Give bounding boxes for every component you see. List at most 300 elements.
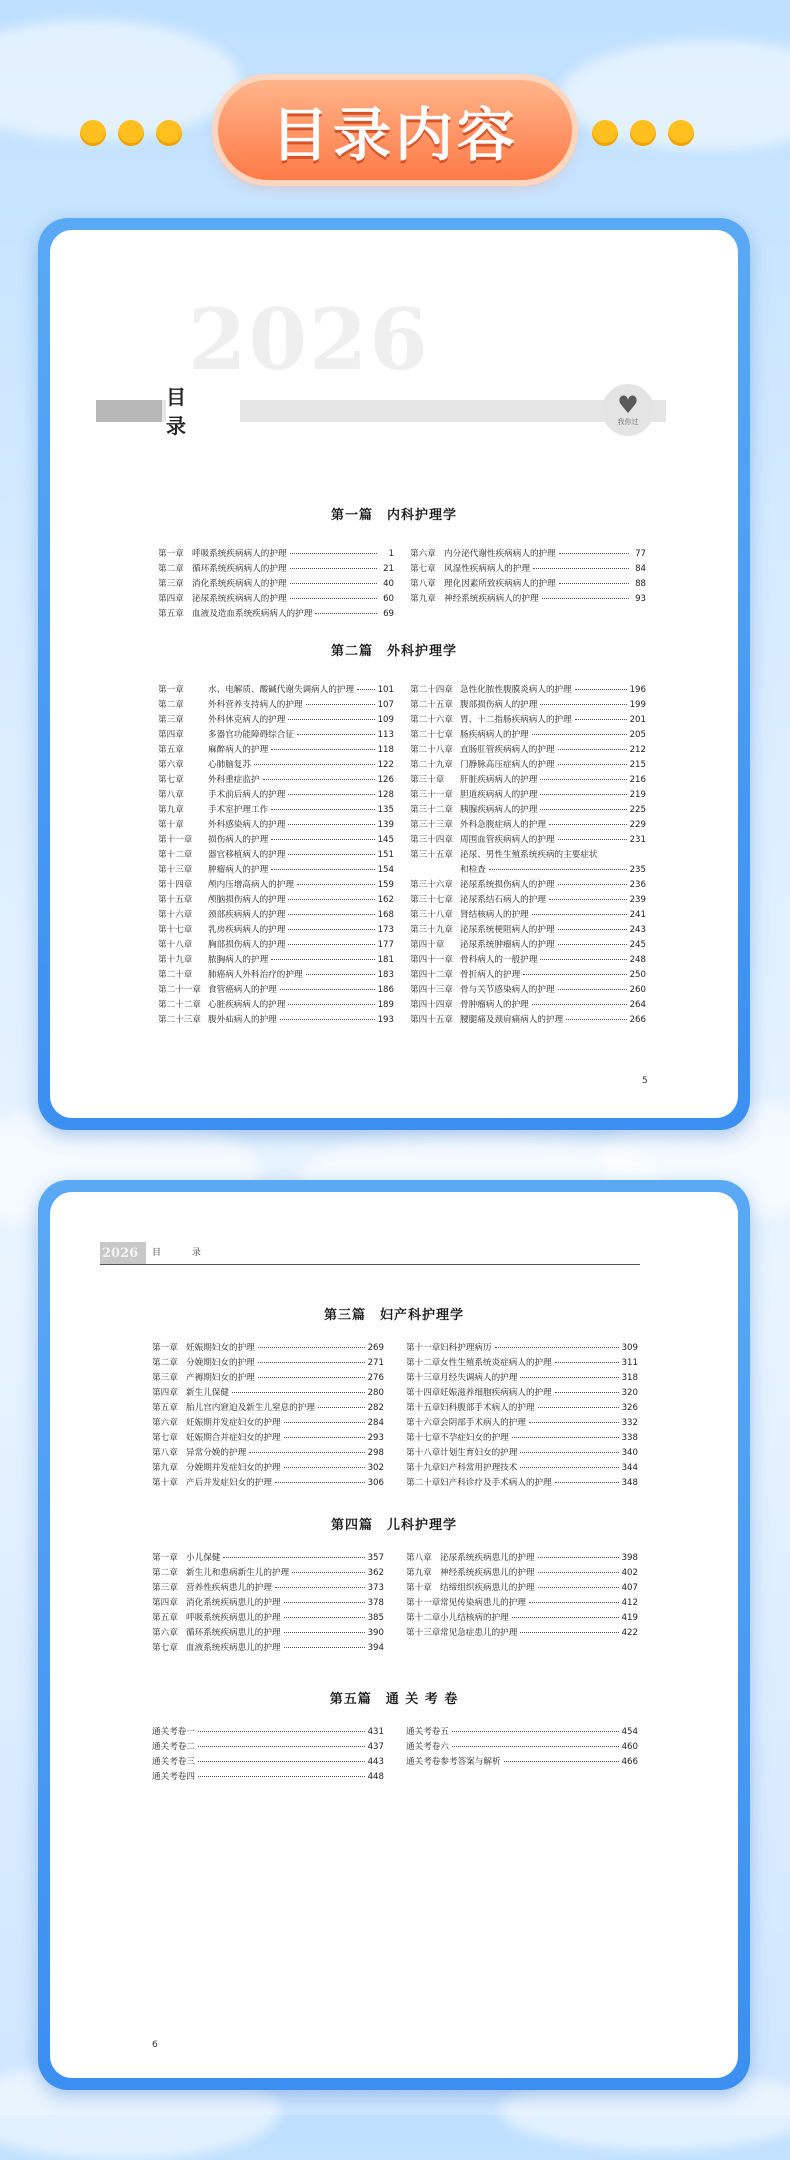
chapter-number: 第十二章 — [158, 850, 193, 860]
year-watermark: 2026 — [188, 290, 430, 389]
toc-entry[interactable] — [158, 803, 394, 818]
page-frame-1 — [38, 218, 750, 1130]
toc-entry[interactable] — [158, 788, 394, 803]
chapter-title: 小儿结核病的护理 — [440, 1613, 509, 1623]
toc-entry[interactable] — [410, 863, 646, 878]
part-section — [50, 504, 738, 619]
chapter-number: 第二十一章 — [158, 985, 201, 995]
dot-leader — [306, 974, 375, 975]
chapter-title: 肿瘤病人的护理 — [208, 865, 269, 875]
page-ref: 402 — [621, 1568, 638, 1578]
toc-entry[interactable] — [158, 562, 394, 577]
dot-leader — [258, 1362, 365, 1363]
dot-leader — [538, 1407, 619, 1408]
page-ref: 385 — [367, 1613, 384, 1623]
toc-entry[interactable] — [158, 938, 394, 953]
dot-leader — [495, 1347, 619, 1348]
chapter-number: 第十九章 — [158, 955, 193, 965]
chapter-title: 胰腺疾病病人的护理 — [460, 805, 538, 815]
chapter-number: 第三十五章 — [410, 850, 453, 860]
toc-entry[interactable] — [158, 983, 394, 998]
chapter-title: 泌尿系统疾病病人的护理 — [192, 594, 287, 604]
toc-entry[interactable] — [158, 592, 394, 607]
chapter-title: 骨折病人的护理 — [460, 970, 521, 980]
chapter-number: 第七章 — [152, 1433, 178, 1443]
page-ref: 113 — [377, 730, 394, 740]
dot-leader — [529, 1422, 619, 1423]
chapter-number: 第二十章 — [158, 970, 193, 980]
toc-entry[interactable] — [158, 683, 394, 698]
chapter-number: 第三章 — [152, 1583, 178, 1593]
toc-entry[interactable] — [152, 1725, 384, 1740]
dot-leader — [271, 809, 374, 810]
chapter-number: 第三十九章 — [410, 925, 453, 935]
dot-leader — [558, 884, 627, 885]
chapter-title: 器官移植病人的护理 — [208, 850, 286, 860]
chapter-title: 外科重症监护 — [208, 775, 260, 785]
toc-entry[interactable] — [410, 683, 646, 698]
toc-entry[interactable] — [410, 893, 646, 908]
dot-leader — [297, 884, 375, 885]
chapter-title: 泌尿系结石病人的护理 — [460, 895, 546, 905]
chapter-title: 通关考卷五 — [406, 1727, 449, 1737]
toc-entry[interactable] — [152, 1641, 384, 1656]
toc-entry[interactable] — [158, 773, 394, 788]
chapter-number: 第十章 — [152, 1478, 178, 1488]
page-ref: 448 — [367, 1772, 384, 1782]
dot-leader — [198, 1746, 365, 1747]
dot-leader — [275, 1482, 365, 1483]
chapter-number: 第九章 — [406, 1568, 432, 1578]
toc-column-left — [158, 547, 394, 622]
chapter-number: 第十二章 — [406, 1613, 441, 1623]
dot-leader — [558, 929, 627, 930]
toc-entry[interactable] — [152, 1581, 384, 1596]
toc-entry[interactable] — [158, 893, 394, 908]
page-ref: 344 — [621, 1463, 638, 1473]
toc-entry[interactable] — [410, 833, 646, 848]
page-ref: 306 — [367, 1478, 384, 1488]
chapter-number: 第二章 — [152, 1568, 178, 1578]
toc-entry[interactable] — [158, 818, 394, 833]
dot-leader — [575, 719, 627, 720]
toc-entry[interactable] — [152, 1740, 384, 1755]
dot-leader — [271, 839, 374, 840]
chapter-title: 神经系统疾病病人的护理 — [444, 594, 539, 604]
dot-leader — [540, 794, 626, 795]
toc-entry[interactable] — [406, 1626, 638, 1641]
dot-leader — [292, 1572, 364, 1573]
chapter-title: 新生儿保健 — [186, 1388, 229, 1398]
toc-entry[interactable] — [406, 1566, 638, 1581]
toc-entry[interactable] — [410, 938, 646, 953]
page-number: 5 — [642, 1076, 648, 1086]
page-ref: 454 — [621, 1727, 638, 1737]
toc-entry[interactable] — [406, 1431, 638, 1446]
page-ref: 139 — [377, 820, 394, 830]
chapter-number: 第二十章 — [406, 1478, 441, 1488]
page-ref: 298 — [367, 1448, 384, 1458]
toc-entry[interactable] — [410, 848, 646, 863]
chapter-title: 颅脑损伤病人的护理 — [208, 895, 286, 905]
chapter-title: 产后并发症妇女的护理 — [186, 1478, 272, 1488]
dot-leader — [297, 734, 375, 735]
toc-entry[interactable] — [406, 1551, 638, 1566]
dot-leader — [520, 1452, 618, 1453]
dot-leader — [288, 824, 374, 825]
page-ref: 21 — [383, 564, 394, 574]
toc-entry[interactable] — [152, 1386, 384, 1401]
dot-leader — [558, 764, 627, 765]
page-ref: 243 — [629, 925, 646, 935]
chapter-title: 手术前后病人的护理 — [208, 790, 286, 800]
page-ref: 173 — [377, 925, 394, 935]
chapter-title: 脓胸病人的护理 — [208, 955, 269, 965]
decor-dot — [630, 120, 656, 146]
page-ref: 338 — [621, 1433, 638, 1443]
toc-entry[interactable] — [410, 773, 646, 788]
toc-entry[interactable] — [410, 713, 646, 728]
page-ref: 229 — [629, 820, 646, 830]
chapter-number: 第二十二章 — [158, 1000, 201, 1010]
chapter-number: 第二章 — [152, 1358, 178, 1368]
toc-entry[interactable] — [158, 577, 394, 592]
chapter-title: 会阴部手术病人的护理 — [440, 1418, 526, 1428]
toc-entry[interactable] — [406, 1461, 638, 1476]
dot-leader — [452, 1731, 619, 1732]
chapter-title: 循环系统疾病病人的护理 — [192, 564, 287, 574]
toc-entry[interactable] — [406, 1401, 638, 1416]
chapter-number: 第三十一章 — [410, 790, 453, 800]
toc-entry[interactable] — [158, 728, 394, 743]
page-ref: 236 — [629, 880, 646, 890]
toc-column-right — [406, 1551, 638, 1641]
toc-entry[interactable] — [158, 1013, 394, 1028]
chapter-title: 消化系统疾病病人的护理 — [192, 579, 287, 589]
page-ref: 189 — [377, 1000, 394, 1010]
part-title: 第四篇 儿科护理学 — [330, 1518, 457, 1533]
toc-entry[interactable] — [406, 1356, 638, 1371]
toc-entry[interactable] — [152, 1755, 384, 1770]
toc-column-right — [410, 683, 646, 1028]
chapter-title: 和检查 — [460, 865, 486, 875]
toc-entry[interactable] — [406, 1611, 638, 1626]
toc-entry[interactable] — [152, 1596, 384, 1611]
dot-leader — [290, 568, 377, 569]
chapter-number: 第十二章 — [406, 1358, 441, 1368]
dot-leader — [523, 974, 626, 975]
toc-entry[interactable] — [158, 998, 394, 1013]
banner-title: 目录内容 — [270, 101, 519, 169]
chapter-number: 第六章 — [152, 1628, 178, 1638]
page-ref: 196 — [629, 685, 646, 695]
dot-leader — [290, 598, 377, 599]
toc-entry[interactable] — [152, 1401, 384, 1416]
page-ref: 293 — [367, 1433, 384, 1443]
dot-leader — [520, 1377, 618, 1378]
toc-entry[interactable] — [410, 953, 646, 968]
toc-entry[interactable] — [410, 577, 646, 592]
toc-entry[interactable] — [406, 1446, 638, 1461]
chapter-number: 第四十三章 — [410, 985, 453, 995]
toc-entry[interactable] — [158, 607, 394, 622]
toc-entry[interactable] — [406, 1740, 638, 1755]
toc-entry[interactable] — [152, 1446, 384, 1461]
toc-entry[interactable] — [406, 1371, 638, 1386]
chapter-title: 水、电解质、酸碱代谢失调病人的护理 — [208, 685, 355, 695]
page-ref: 162 — [377, 895, 394, 905]
page-ref: 215 — [629, 760, 646, 770]
chapter-title: 胎儿宫内窘迫及新生儿窒息的护理 — [186, 1403, 315, 1413]
dot-leader — [489, 869, 627, 870]
toc-entry[interactable] — [152, 1611, 384, 1626]
dot-leader — [558, 944, 627, 945]
dot-leader — [280, 1019, 375, 1020]
page-ref: 159 — [377, 880, 394, 890]
dot-leader — [284, 1422, 365, 1423]
dot-leader — [284, 1617, 365, 1618]
chapter-number: 第一章 — [152, 1343, 178, 1353]
toc-entry[interactable] — [410, 758, 646, 773]
toc-entry[interactable] — [152, 1341, 384, 1356]
toc-entry[interactable] — [410, 788, 646, 803]
dot-leader — [532, 914, 627, 915]
page-ref: 318 — [621, 1373, 638, 1383]
dot-leader — [538, 1572, 619, 1573]
chapter-title: 通关考卷参考答案与解析 — [406, 1757, 501, 1767]
chapter-title: 神经系统疾病患儿的护理 — [440, 1568, 535, 1578]
toc-heading: 目 录 — [166, 390, 240, 430]
chapter-number: 第九章 — [410, 594, 436, 604]
chapter-number: 第六章 — [152, 1418, 178, 1428]
dot-leader — [271, 959, 374, 960]
dot-leader — [542, 598, 629, 599]
chapter-number: 第十一章 — [406, 1598, 441, 1608]
toc-column-left — [158, 683, 394, 1028]
toc-entry[interactable] — [152, 1371, 384, 1386]
page-ref: 225 — [629, 805, 646, 815]
chapter-number: 第八章 — [406, 1553, 432, 1563]
toc-entry[interactable] — [410, 547, 646, 562]
chapter-title: 妊娠期并发症妇女的护理 — [186, 1418, 281, 1428]
toc-entry[interactable] — [410, 803, 646, 818]
toc-entry[interactable] — [410, 1013, 646, 1028]
toc-entry[interactable] — [152, 1551, 384, 1566]
toc-entry[interactable] — [152, 1626, 384, 1641]
toc-entry[interactable] — [152, 1476, 384, 1491]
chapter-number: 第一章 — [152, 1553, 178, 1563]
page-ref: 216 — [629, 775, 646, 785]
page-ref: 276 — [367, 1373, 384, 1383]
dot-leader — [532, 1004, 627, 1005]
toc-column-left — [152, 1725, 384, 1785]
toc-entry[interactable] — [158, 547, 394, 562]
dot-leader — [288, 794, 374, 795]
toc-entry[interactable] — [158, 863, 394, 878]
page-ref: 181 — [377, 955, 394, 965]
toc-column-right — [406, 1725, 638, 1770]
page-ref: 219 — [629, 790, 646, 800]
toc-entry[interactable] — [158, 908, 394, 923]
chapter-number: 第十一章 — [158, 835, 193, 845]
part-title: 第一篇 内科护理学 — [330, 508, 457, 523]
chapter-title: 妇产科常用护理技术 — [440, 1463, 518, 1473]
chapter-number: 第十七章 — [406, 1433, 441, 1443]
toc-entry[interactable] — [158, 953, 394, 968]
chapter-title: 女性生殖系统炎症病人的护理 — [440, 1358, 552, 1368]
chapter-title: 腹部损伤病人的护理 — [460, 700, 538, 710]
chapter-number: 第六章 — [410, 549, 436, 559]
chapter-title: 胸部损伤病人的护理 — [208, 940, 286, 950]
chapter-title: 腹外疝病人的护理 — [208, 1015, 277, 1025]
chapter-title: 外科休克病人的护理 — [208, 715, 286, 725]
dot-leader — [198, 1776, 365, 1777]
chapter-number: 第三十八章 — [410, 910, 453, 920]
toc-entry[interactable] — [410, 698, 646, 713]
toc-entry[interactable] — [158, 713, 394, 728]
toc-entry[interactable] — [158, 698, 394, 713]
chapter-number: 第四十一章 — [410, 955, 453, 965]
chapter-number: 第十七章 — [158, 925, 193, 935]
page-ref: 205 — [629, 730, 646, 740]
chapter-title: 周围血管疾病病人的护理 — [460, 835, 555, 845]
page-ref: 77 — [635, 549, 646, 559]
toc-entry[interactable] — [158, 848, 394, 863]
page-ref: 145 — [377, 835, 394, 845]
decor-dot — [118, 120, 144, 146]
toc-entry[interactable] — [152, 1566, 384, 1581]
dot-leader — [271, 869, 374, 870]
chapter-number: 第三章 — [158, 579, 184, 589]
toc-entry[interactable] — [410, 562, 646, 577]
chapter-title: 手术室护理工作 — [208, 805, 269, 815]
page-ref: 357 — [367, 1553, 384, 1563]
header-label: 目 录 — [152, 1248, 215, 1258]
toc-entry[interactable] — [410, 998, 646, 1013]
toc-column-right — [410, 547, 646, 607]
chapter-title: 血液及造血系统疾病病人的护理 — [192, 609, 313, 619]
toc-entry[interactable] — [152, 1416, 384, 1431]
page-ref: 126 — [377, 775, 394, 785]
chapter-number: 第二章 — [158, 564, 184, 574]
dot-leader — [566, 1019, 626, 1020]
chapter-number: 第六章 — [158, 760, 184, 770]
chapter-number: 第十九章 — [406, 1463, 441, 1473]
toc-entry[interactable] — [406, 1755, 638, 1770]
toc-entry[interactable] — [158, 968, 394, 983]
toc-entry[interactable] — [152, 1770, 384, 1785]
toc-entry[interactable] — [410, 743, 646, 758]
toc-entry[interactable] — [152, 1356, 384, 1371]
chapter-title: 泌尿系统肿瘤病人的护理 — [460, 940, 555, 950]
page-ref: 239 — [629, 895, 646, 905]
chapter-title: 外科营养支持病人的护理 — [208, 700, 303, 710]
page-ref: 241 — [629, 910, 646, 920]
toc-entry[interactable] — [158, 758, 394, 773]
page-ref: 280 — [367, 1388, 384, 1398]
chapter-title: 外科急腹症病人的护理 — [460, 820, 546, 830]
chapter-title: 急性化脓性腹膜炎病人的护理 — [460, 685, 572, 695]
page-ref: 394 — [367, 1643, 384, 1653]
dot-leader — [555, 1392, 619, 1393]
dot-leader — [275, 1587, 365, 1588]
dot-leader — [559, 553, 629, 554]
page-ref: 212 — [629, 745, 646, 755]
dot-leader — [249, 1452, 364, 1453]
chapter-title: 直肠肛管疾病病人的护理 — [460, 745, 555, 755]
toc-entry[interactable] — [410, 878, 646, 893]
chapter-number: 第七章 — [152, 1643, 178, 1653]
toc-entry[interactable] — [410, 983, 646, 998]
toc-entry[interactable] — [406, 1341, 638, 1356]
dot-leader — [540, 779, 626, 780]
toc-entry[interactable] — [406, 1386, 638, 1401]
dot-leader — [520, 1632, 618, 1633]
toc-entry[interactable] — [152, 1431, 384, 1446]
toc-entry[interactable] — [410, 968, 646, 983]
chapter-title: 泌尿、男性生殖系统疾病的主要症状 — [460, 850, 598, 860]
toc-entry[interactable] — [406, 1596, 638, 1611]
toc-entry[interactable] — [410, 923, 646, 938]
chapter-title: 泌尿系统疾病患儿的护理 — [440, 1553, 535, 1563]
page-ref: 177 — [377, 940, 394, 950]
toc-entry[interactable] — [158, 923, 394, 938]
page-ref: 154 — [377, 865, 394, 875]
toc-entry[interactable] — [158, 833, 394, 848]
decor-dot — [668, 120, 694, 146]
dot-leader — [284, 1647, 365, 1648]
page-ref: 431 — [367, 1727, 384, 1737]
chapter-number: 第四十章 — [410, 940, 445, 950]
chapter-title: 产褥期妇女的护理 — [186, 1373, 255, 1383]
toc-entry[interactable] — [158, 878, 394, 893]
toc-entry[interactable] — [152, 1461, 384, 1476]
page-ref: 378 — [367, 1598, 384, 1608]
dot-leader — [558, 989, 627, 990]
toc-entry[interactable] — [410, 818, 646, 833]
dot-leader — [254, 764, 375, 765]
page-ref: 271 — [367, 1358, 384, 1368]
dot-leader — [559, 583, 629, 584]
part-title: 第五篇 通 关 考 卷 — [329, 1692, 459, 1707]
toc-entry[interactable] — [158, 743, 394, 758]
chapter-number: 第八章 — [158, 790, 184, 800]
page-ref: 88 — [635, 579, 646, 589]
toc-entry[interactable] — [406, 1416, 638, 1431]
chapter-title: 结缔组织疾病患儿的护理 — [440, 1583, 535, 1593]
running-header — [100, 1242, 640, 1265]
toc-entry[interactable] — [410, 728, 646, 743]
chapter-title: 骨与关节感染病人的护理 — [460, 985, 555, 995]
toc-page-1 — [50, 230, 738, 1118]
chapter-number: 第五章 — [158, 745, 184, 755]
chapter-number: 第二十四章 — [410, 685, 453, 695]
dot-leader — [288, 899, 374, 900]
chapter-title: 泌尿系统梗阻病人的护理 — [460, 925, 555, 935]
chapter-number: 第八章 — [152, 1448, 178, 1458]
chapter-number: 第十六章 — [158, 910, 193, 920]
chapter-title: 计划生育妇女的护理 — [440, 1448, 518, 1458]
toc-entry[interactable] — [410, 592, 646, 607]
chapter-title: 循环系统疾病患儿的护理 — [186, 1628, 281, 1638]
toc-entry[interactable] — [406, 1581, 638, 1596]
toc-entry[interactable] — [410, 908, 646, 923]
chapter-number: 第五章 — [158, 609, 184, 619]
page-ref: 107 — [377, 700, 394, 710]
toc-entry[interactable] — [406, 1725, 638, 1740]
toc-entry[interactable] — [406, 1476, 638, 1491]
chapter-title: 不孕症妇女的护理 — [440, 1433, 509, 1443]
